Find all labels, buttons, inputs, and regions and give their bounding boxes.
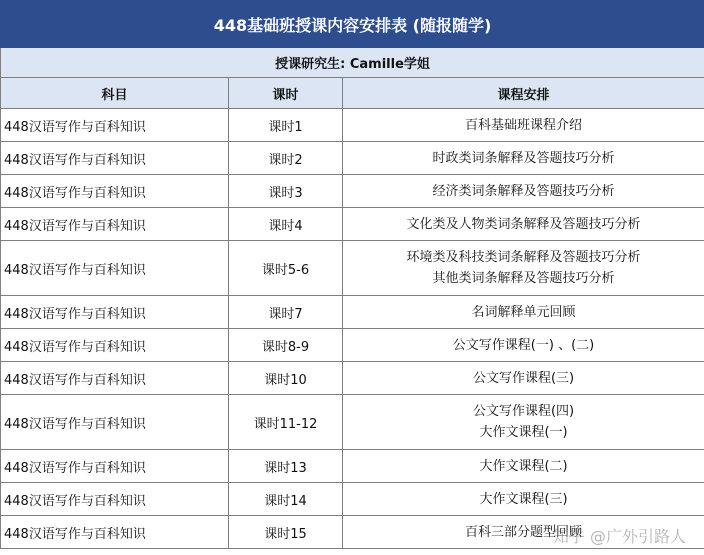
lesson-cell: 课时10 <box>229 362 343 395</box>
watermark: 知乎 @广外引路人 <box>552 527 686 546</box>
lesson-cell: 课时13 <box>229 450 343 483</box>
schedule-line: 经济类词条解释及答题技巧分析 <box>432 183 615 199</box>
table-row <box>1 208 704 241</box>
lesson-cell: 课时15 <box>229 516 343 549</box>
header-schedule: 课程安排 <box>343 78 704 109</box>
subject-cell: 448汉语写作与百科知识 <box>1 296 229 329</box>
schedule-cell <box>343 142 704 175</box>
schedule-line: 大作文课程(二) <box>479 458 568 474</box>
subject-cell: 448汉语写作与百科知识 <box>1 142 229 175</box>
schedule-cell <box>343 109 704 142</box>
subject-cell: 448汉语写作与百科知识 <box>1 450 229 483</box>
lesson-cell: 课时8-9 <box>229 329 343 362</box>
schedule-cell <box>343 483 704 516</box>
table-row <box>1 450 704 483</box>
schedule-cell <box>343 296 704 329</box>
title-row <box>1 1 704 48</box>
schedule-line: 环境类及科技类词条解释及答题技巧分析 <box>406 250 641 265</box>
subject-cell: 448汉语写作与百科知识 <box>1 362 229 395</box>
table-row <box>1 142 704 175</box>
lesson-cell: 课时2 <box>229 142 343 175</box>
lesson-cell: 课时11-12 <box>229 395 343 450</box>
schedule-cell <box>343 329 704 362</box>
subject-cell: 448汉语写作与百科知识 <box>1 208 229 241</box>
header-row <box>1 78 704 109</box>
lesson-cell: 课时5-6 <box>229 241 343 296</box>
schedule-line: 名词解释单元回顾 <box>471 304 576 320</box>
subject-cell: 448汉语写作与百科知识 <box>1 241 229 296</box>
schedule-cell <box>343 450 704 483</box>
table-row <box>1 362 704 395</box>
table-title: 448基础班授课内容安排表 (随报随学) <box>1 1 704 48</box>
subject-cell: 448汉语写作与百科知识 <box>1 175 229 208</box>
lesson-cell: 课时4 <box>229 208 343 241</box>
schedule-cell <box>343 362 704 395</box>
subject-cell: 448汉语写作与百科知识 <box>1 395 229 450</box>
instructor-row <box>1 48 704 78</box>
schedule-line: 公文写作课程(三) <box>472 370 575 386</box>
subject-cell: 448汉语写作与百科知识 <box>1 109 229 142</box>
header-lesson: 课时 <box>229 78 343 109</box>
schedule-line: 大作文课程(三) <box>479 491 568 507</box>
lesson-cell: 课时3 <box>229 175 343 208</box>
table-row <box>1 296 704 329</box>
schedule-line: 公文写作课程(一) 、(二) <box>452 337 595 353</box>
schedule-line: 百科三部分题型回顾 <box>465 524 583 540</box>
schedule-cell <box>343 241 704 296</box>
header-subject: 科目 <box>1 78 229 109</box>
schedule-cell <box>343 395 704 450</box>
schedule-line: 百科基础班课程介绍 <box>465 117 583 133</box>
subject-cell: 448汉语写作与百科知识 <box>1 516 229 549</box>
schedule-line: 公文写作课程(四) <box>472 404 575 419</box>
table-row <box>1 329 704 362</box>
table-row <box>1 109 704 142</box>
table-row <box>1 175 704 208</box>
table-row <box>1 516 704 549</box>
table-row <box>1 483 704 516</box>
schedule-cell <box>343 516 704 549</box>
instructor-label: 授课研究生: Camille学姐 <box>1 48 704 78</box>
lesson-cell: 课时7 <box>229 296 343 329</box>
lesson-cell: 课时1 <box>229 109 343 142</box>
schedule-cell <box>343 208 704 241</box>
schedule-line: 时政类词条解释及答题技巧分析 <box>432 150 615 166</box>
table-row <box>1 395 704 450</box>
schedule-line: 文化类及人物类词条解释及答题技巧分析 <box>406 216 641 232</box>
subject-cell: 448汉语写作与百科知识 <box>1 483 229 516</box>
schedule-line: 大作文课程(一) <box>479 425 568 440</box>
subject-cell: 448汉语写作与百科知识 <box>1 329 229 362</box>
schedule-line: 其他类词条解释及答题技巧分析 <box>432 271 615 286</box>
lesson-cell: 课时14 <box>229 483 343 516</box>
schedule-cell <box>343 175 704 208</box>
table-row <box>1 241 704 296</box>
